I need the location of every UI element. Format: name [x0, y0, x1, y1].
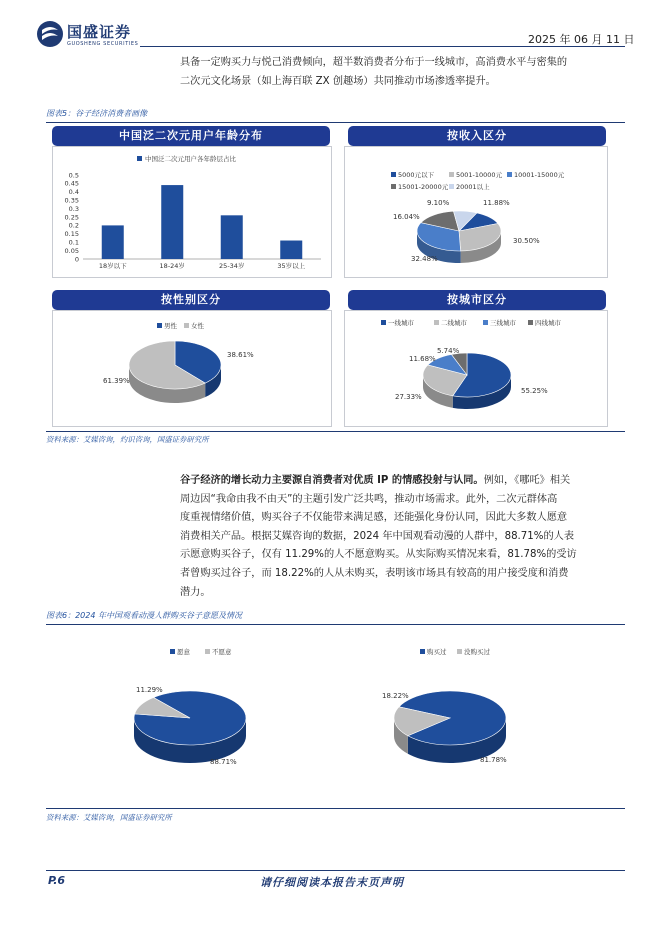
figure6-top-rule: [46, 624, 625, 625]
logo-text: 国盛证券: [67, 23, 132, 41]
legend-label: 20001以上: [456, 183, 490, 191]
footer-rule: [46, 870, 625, 871]
legend-label: 5000元以下: [398, 171, 435, 179]
y-tick-label: 0.1: [68, 238, 79, 247]
income-chart-title: 按收入区分: [348, 126, 606, 146]
legend-swatch: [170, 649, 175, 654]
pie-value-label: 11.88%: [483, 199, 510, 207]
pie-value-label: 11.68%: [409, 355, 436, 363]
gender-chart-title: 按性别区分: [52, 290, 330, 310]
legend-label: 购买过: [427, 648, 447, 656]
y-tick-label: 0.4: [68, 188, 79, 197]
legend-swatch: [457, 649, 462, 654]
legend-swatch: [483, 320, 488, 325]
bar: [221, 215, 243, 259]
figure5-top-rule: [46, 122, 625, 123]
figure5-caption: 图表5：谷子经济消费者画像: [46, 109, 148, 118]
legend-label: 不愿意: [212, 648, 232, 656]
page-number: P.6: [48, 874, 66, 887]
logo-subtitle: GUOSHENG SECURITIES: [67, 41, 139, 47]
legend-label: 愿意: [177, 648, 190, 656]
logo-icon: [36, 20, 64, 48]
legend-swatch: [137, 156, 142, 161]
legend-swatch: [449, 184, 454, 189]
gender-pie-chart: [53, 311, 331, 426]
pie-value-label: 38.61%: [227, 351, 254, 359]
legend-label: 一线城市: [388, 319, 414, 327]
legend-swatch: [205, 649, 210, 654]
bar: [161, 185, 183, 259]
legend-swatch: [391, 172, 396, 177]
legend-label: 没购买过: [464, 648, 490, 656]
legend-swatch: [420, 649, 425, 654]
y-tick-label: 0: [74, 255, 79, 264]
legend-label: 15001-20000元: [398, 183, 449, 191]
figure5-bottom-rule: [46, 431, 625, 432]
age-chart-box: [52, 146, 332, 278]
figure6-caption: 图表6：2024 年中国观看动漫人群购买谷子意愿及情况: [46, 611, 242, 620]
body-line: [180, 472, 625, 491]
header-rule: [140, 46, 625, 47]
pie-value-label: 61.39%: [103, 377, 130, 385]
body-line-text: 度重视情绪价值，购买谷子不仅能带来满足感，还能强化身份认同，因此大多数人愿意: [180, 512, 568, 524]
pie-value-label: 81.78%: [480, 756, 507, 764]
x-tick-label: 25-34岁: [219, 262, 245, 270]
company-logo: [36, 20, 146, 50]
pie-value-label: 55.25%: [521, 387, 548, 395]
legend-swatch: [157, 323, 162, 328]
body-line-text: 周边因“我命由我不由天”的主题引发广泛共鸣，推动市场需求。此外，二次元群体高: [180, 493, 558, 505]
body-line-emphasis: 谷子经济的增长动力主要源自消费者对优质 IP 的情感投射与认同。: [180, 475, 484, 486]
legend-swatch: [391, 184, 396, 189]
legend-label: 男性: [164, 322, 177, 330]
pie-value-label: 16.04%: [393, 213, 420, 221]
y-tick-label: 0.2: [68, 221, 79, 230]
intro-line: 二次元文化场景（如上海百联 ZX 创趣场）共同推动市场渗透率提升。: [180, 75, 496, 87]
city-chart-title: 按城市区分: [348, 290, 606, 310]
legend-label: 中国泛二次元用户各年龄层占比: [145, 155, 236, 163]
body-line-text: 潜力。: [180, 586, 211, 598]
pie-value-label: 88.71%: [210, 758, 237, 766]
bar: [280, 241, 302, 259]
city-pie-chart: [345, 311, 607, 426]
body-line: [180, 565, 625, 584]
y-tick-label: 0.35: [64, 196, 79, 205]
y-tick-label: 0.45: [64, 179, 79, 188]
legend-swatch: [184, 323, 189, 328]
legend-swatch: [528, 320, 533, 325]
legend-swatch: [507, 172, 512, 177]
figure5-source: 资料来源：艾媒咨询，灼识咨询，国盛证券研究所: [46, 435, 209, 444]
age-bar-chart: [53, 147, 331, 277]
legend-swatch: [434, 320, 439, 325]
city-chart-box: [344, 310, 608, 427]
willingness-pie-chart: [110, 636, 280, 771]
income-chart-box: [344, 146, 608, 278]
legend-label: 5001-10000元: [456, 171, 503, 179]
legend-label: 二线城市: [441, 319, 467, 327]
legend-label: 10001-15000元: [514, 171, 565, 179]
legend-label: 女性: [191, 322, 204, 330]
y-tick-label: 0.05: [64, 246, 79, 255]
body-line-text: 例如，《哪吒》相关: [483, 475, 571, 486]
x-tick-label: 18岁以下: [98, 262, 127, 270]
legend-label: 四线城市: [535, 319, 561, 327]
disclaimer-notice: 请仔细阅读本报告末页声明: [260, 876, 404, 889]
legend-swatch: [449, 172, 454, 177]
body-line-text: 示愿意购买谷子，仅有 11.29%的人不愿意购买。从实际购买情况来看，81.78%的受访: [180, 549, 577, 561]
age-chart-title: 中国泛二次元用户年龄分布: [52, 126, 330, 146]
y-tick-label: 0.25: [64, 213, 79, 222]
body-line-text: 者曾购买过谷子，而 18.22%的人从未购买，表明该市场具有较高的用户接受度和消费: [180, 567, 569, 579]
y-tick-label: 0.3: [68, 204, 79, 213]
income-pie-chart: [345, 147, 607, 277]
pie-value-label: 18.22%: [382, 692, 409, 700]
figure6-source: 资料来源：艾媒咨询，国盛证券研究所: [46, 813, 172, 822]
body-line: [180, 528, 625, 547]
x-tick-label: 18-24岁: [159, 262, 185, 270]
purchase-pie-chart: [372, 636, 542, 771]
body-line: [180, 546, 625, 565]
report-date: 2025 年 06 月 11 日: [528, 33, 635, 46]
intro-paragraph: [180, 54, 625, 91]
body-paragraph: [180, 472, 625, 602]
pie-value-label: 11.29%: [136, 686, 163, 694]
figure6-bottom-rule: [46, 808, 625, 809]
body-line: [180, 509, 625, 528]
y-tick-label: 0.5: [68, 171, 79, 180]
body-line: [180, 491, 625, 510]
pie-value-label: 5.74%: [437, 347, 460, 355]
body-line: [180, 584, 625, 603]
y-tick-label: 0.15: [64, 230, 79, 239]
x-tick-label: 35岁以上: [277, 262, 306, 270]
body-line-text: 消费相关产品。根据艾媒咨询的数据，2024 年中国观看动漫的人群中，88.71%的人表: [180, 530, 575, 542]
legend-label: 三线城市: [490, 319, 516, 327]
intro-line: 具备一定购买力与悦己消费倾向，超半数消费者分布于一线城市，高消费水平与密集的: [180, 57, 568, 68]
pie-value-label: 32.48%: [411, 255, 438, 263]
gender-chart-box: [52, 310, 332, 427]
bar: [102, 225, 124, 259]
pie-value-label: 9.10%: [427, 199, 450, 207]
pie-value-label: 27.33%: [395, 393, 422, 401]
legend-swatch: [381, 320, 386, 325]
pie-value-label: 30.50%: [513, 237, 540, 245]
